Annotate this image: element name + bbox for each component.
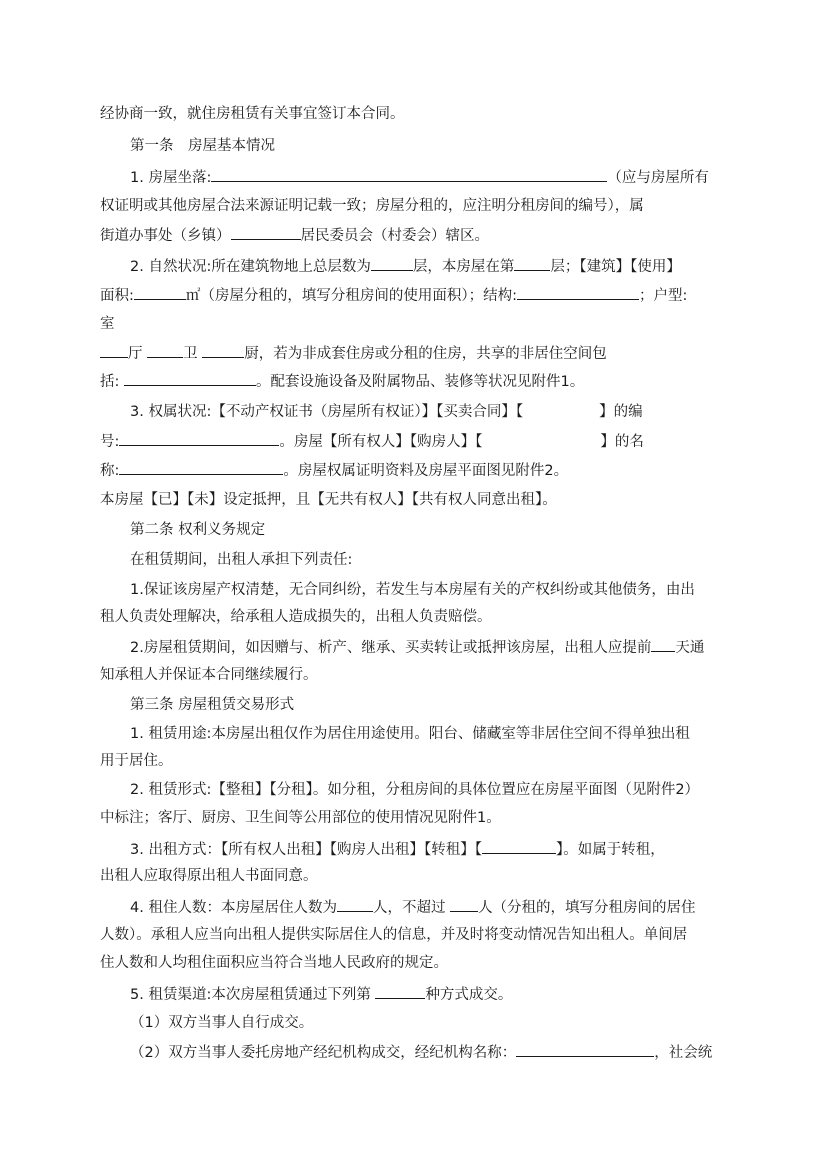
location-blank[interactable] [211, 167, 607, 182]
rental-method-line2: 出租人应取得原出租人书面同意。 [100, 868, 318, 884]
duty-intro: 在租赁期间，出租人承担下列责任: [130, 552, 353, 568]
article-3-heading: 第三条 房屋租赁交易形式 [130, 697, 295, 713]
duty-2: 2.房屋租赁期间，如因赠与、析产、继承、买卖转让或抵押该房屋，出租人应提前 天通 [130, 637, 704, 658]
rental-form-line2: 中标注；客厅、厨房、卫生间等公用部位的使用情况见附件1。 [100, 810, 501, 826]
article-1-heading: 第一条 房屋基本情况 [130, 138, 275, 154]
channel-option-2: （2）双方当事人委托房地产经纪机构成交，经纪机构名称： ，社会统 [130, 1042, 712, 1063]
occupants-line2: 人数）。承租人应当向出租人提供实际居住人的信息，并及时将变动情况告知出租人。单间居 [100, 927, 688, 943]
mortgage-statement: 本房屋【已】【未】设定抵押，且【无共有权人】【共有权人同意出租】。 [100, 492, 557, 508]
item-location: 1. 房屋坐落: （应与房屋所有 [130, 167, 709, 188]
channel-blank[interactable] [375, 984, 425, 999]
method-other-blank[interactable] [482, 839, 556, 854]
floor-blank[interactable] [514, 256, 550, 271]
max-occupants-blank[interactable] [450, 897, 478, 912]
item-condition: 2. 自然状况:所在建筑物地上总层数为 层，本房屋在第 层；【建筑】【使用】 [130, 256, 681, 277]
item-location-line3: 街道办事处（乡镇） 居民委员会（村委会）辖区。 [100, 225, 489, 246]
certificate-number-blank[interactable] [119, 431, 279, 446]
notice-days-blank[interactable] [651, 637, 675, 652]
channel-option-1: （1）双方当事人自行成交。 [130, 1015, 314, 1031]
agency-name-blank[interactable] [516, 1042, 654, 1057]
occupants: 4. 租住人数：本房屋居住人数为 人，不超过 人（分租的，填写分租房间的居住 [130, 897, 696, 918]
item-ownership-line3: 称: 。房屋权属证明资料及房屋平面图见附件2。 [100, 460, 568, 481]
occupants-line3: 住人数和人均租住面积应当符合当地人民政府的规定。 [100, 955, 448, 971]
rental-form: 2. 租赁形式:【整租】【分租】。如分租，分租房间的具体位置应在房屋平面图（见附件2） [130, 782, 700, 798]
item-ownership-line2: 号: 。房屋【所有权人】【购房人】【 】的名 [100, 431, 644, 452]
item-condition-line2: 面积: ㎡（房屋分租的，填写分租房间的使用面积）；结构: ；户型: [100, 285, 687, 306]
rental-use-line2: 用于居住。 [100, 753, 173, 769]
item-condition-line5: 括: 。配套设施设备及附属物品、装修等状况见附件1。 [100, 371, 584, 392]
duty-1: 1.保证该房屋产权清楚，无合同纠纷，若发生与本房屋有关的产权纠纷或其他债务，由出 [130, 582, 695, 598]
hall-blank[interactable] [100, 343, 128, 358]
item-condition-line4: 厅 卫 厨，若为非成套住房或分租的住房，共享的非居住空间包 [100, 343, 607, 364]
intro-paragraph: 经协商一致，就住房租赁有关事宜签订本合同。 [100, 106, 405, 122]
article-2-heading: 第二条 权利义务规定 [130, 522, 266, 538]
area-blank[interactable] [134, 285, 186, 300]
item-location-line2: 权证明或其他房屋合法来源证明记载一致；房屋分租的，应注明分租房间的编号），属 [100, 198, 644, 214]
shared-space-blank[interactable] [124, 371, 256, 386]
duty-2-line2: 知承租人并保证本合同继续履行。 [100, 667, 318, 683]
kitchen-blank[interactable] [202, 343, 244, 358]
rental-method: 3. 出租方式：【所有权人出租】【购房人出租】【转租】【 】。如属于转租， [130, 839, 665, 860]
owner-name-blank[interactable] [119, 460, 283, 475]
bath-blank[interactable] [147, 343, 183, 358]
item-ownership: 3. 权属状况:【不动产权证书（房屋所有权证）】【买卖合同】【 】的编 [130, 404, 643, 420]
rental-use: 1. 租赁用途:本房屋出租仅作为居住用途使用。阳台、储藏室等非居住空间不得单独出租 [130, 726, 690, 742]
subdistrict-blank[interactable] [231, 225, 301, 240]
total-floors-blank[interactable] [371, 256, 413, 271]
occupants-blank[interactable] [337, 897, 373, 912]
rental-channel: 5. 租赁渠道:本次房屋租赁通过下列第 种方式成交。 [130, 984, 512, 1005]
item-condition-line3: 室 [100, 316, 115, 332]
structure-blank[interactable] [517, 285, 639, 300]
duty-1-line2: 租人负责处理解决，给承租人造成损失的，出租人负责赔偿。 [100, 609, 492, 625]
